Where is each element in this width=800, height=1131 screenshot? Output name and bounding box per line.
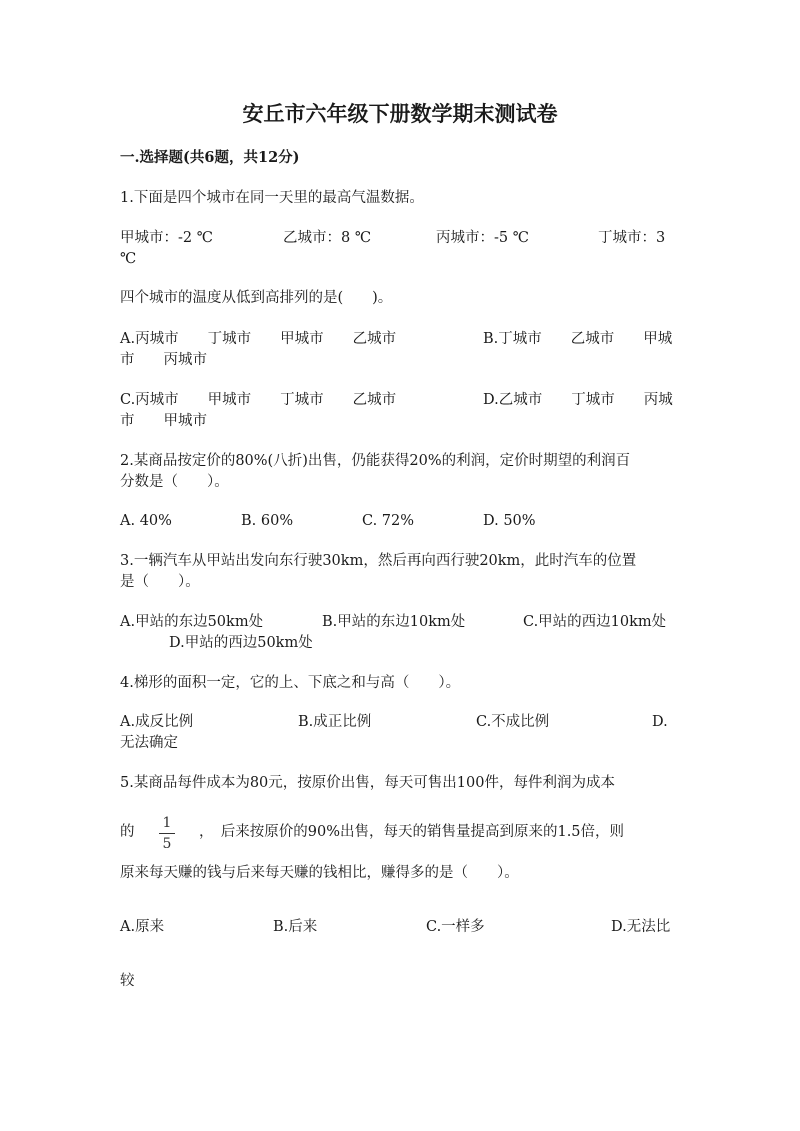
section-heading: 一.选择题(共6题，共12分): [120, 149, 300, 166]
question-1-option-a[interactable]: A.丙城市 丁城市 甲城市 乙城市: [120, 331, 397, 347]
question-3-stem: 3.一辆汽车从甲站出发向东行驶30km，然后再向西行驶20km，此时汽车的位置: [120, 553, 637, 569]
city-bing-temp: 丙城市：-5 ℃: [436, 230, 529, 246]
question-3-option-a[interactable]: A.甲站的东边50km处: [120, 614, 264, 630]
question-4-option-c[interactable]: C.不成比例: [476, 714, 550, 730]
question-2-option-b[interactable]: B. 60%: [241, 513, 294, 529]
question-3-option-d[interactable]: D.甲站的西边50km处: [169, 635, 313, 651]
fraction-numerator: 1: [162, 815, 172, 831]
question-5-stem-prefix: 的: [120, 824, 135, 840]
question-1-option-b-continued: 市 丙城市: [120, 352, 207, 368]
question-5-option-a[interactable]: A.原来: [120, 919, 165, 935]
question-2-option-c[interactable]: C. 72%: [362, 513, 415, 529]
fraction-denominator: 5: [162, 836, 172, 852]
city-ding-unit: ℃: [120, 251, 137, 267]
question-1-option-d-continued: 市 甲城市: [120, 413, 207, 429]
fraction-one-fifth: [158, 815, 176, 852]
question-1-option-d[interactable]: D.乙城市 丁城市 丙城: [483, 392, 673, 408]
question-3-option-b[interactable]: B.甲站的东边10km处: [322, 614, 466, 630]
question-4-stem: 4.梯形的面积一定，它的上、下底之和与高（ ）。: [120, 675, 461, 691]
question-2-option-a[interactable]: A. 40%: [120, 513, 172, 529]
question-4-option-b[interactable]: B.成正比例: [298, 714, 372, 730]
question-1-prompt: 四个城市的温度从低到高排列的是( )。: [120, 290, 393, 306]
question-1-stem: 1.下面是四个城市在同一天里的最高气温数据。: [120, 190, 424, 206]
question-5-stem-continued: ， 后来按原价的90%出售，每天的销售量提高到原来的1.5倍，则: [199, 824, 625, 840]
question-5-stem: 5.某商品每件成本为80元，按原价出售，每天可售出100件，每件利润为成本: [120, 775, 615, 791]
question-5-option-d-continued: 较: [120, 973, 135, 989]
question-5-option-b[interactable]: B.后来: [273, 919, 318, 935]
city-ding-temp: 丁城市：3: [598, 230, 666, 246]
question-2-option-d[interactable]: D. 50%: [483, 513, 536, 529]
question-3-stem-continued: 是（ ）。: [120, 574, 200, 590]
question-4-option-a[interactable]: A.成反比例: [120, 714, 194, 730]
question-1-option-b[interactable]: B.丁城市 乙城市 甲城: [483, 331, 673, 347]
question-1-option-c[interactable]: C.丙城市 甲城市 丁城市 乙城市: [120, 392, 397, 408]
question-5-option-d[interactable]: D.无法比: [611, 919, 671, 935]
question-2-stem-continued: 分数是（ ）。: [120, 474, 229, 490]
city-jia-temp: 甲城市：-2 ℃: [120, 230, 213, 246]
question-2-stem: 2.某商品按定价的80%(八折)出售，仍能获得20%的利润，定价时期望的利润百: [120, 453, 631, 469]
question-5-option-c[interactable]: C.一样多: [426, 919, 485, 935]
fraction-bar: [159, 833, 175, 834]
question-4-option-d-continued: 无法确定: [120, 735, 178, 751]
exam-title: 安丘市六年级下册数学期末测试卷: [242, 101, 558, 126]
city-yi-temp: 乙城市：8 ℃: [283, 230, 372, 246]
question-4-option-d[interactable]: D.: [652, 714, 668, 730]
question-3-option-c[interactable]: C.甲站的西边10km处: [523, 614, 667, 630]
question-5-prompt: 原来每天赚的钱与后来每天赚的钱相比，赚得多的是（ ）。: [120, 865, 519, 881]
